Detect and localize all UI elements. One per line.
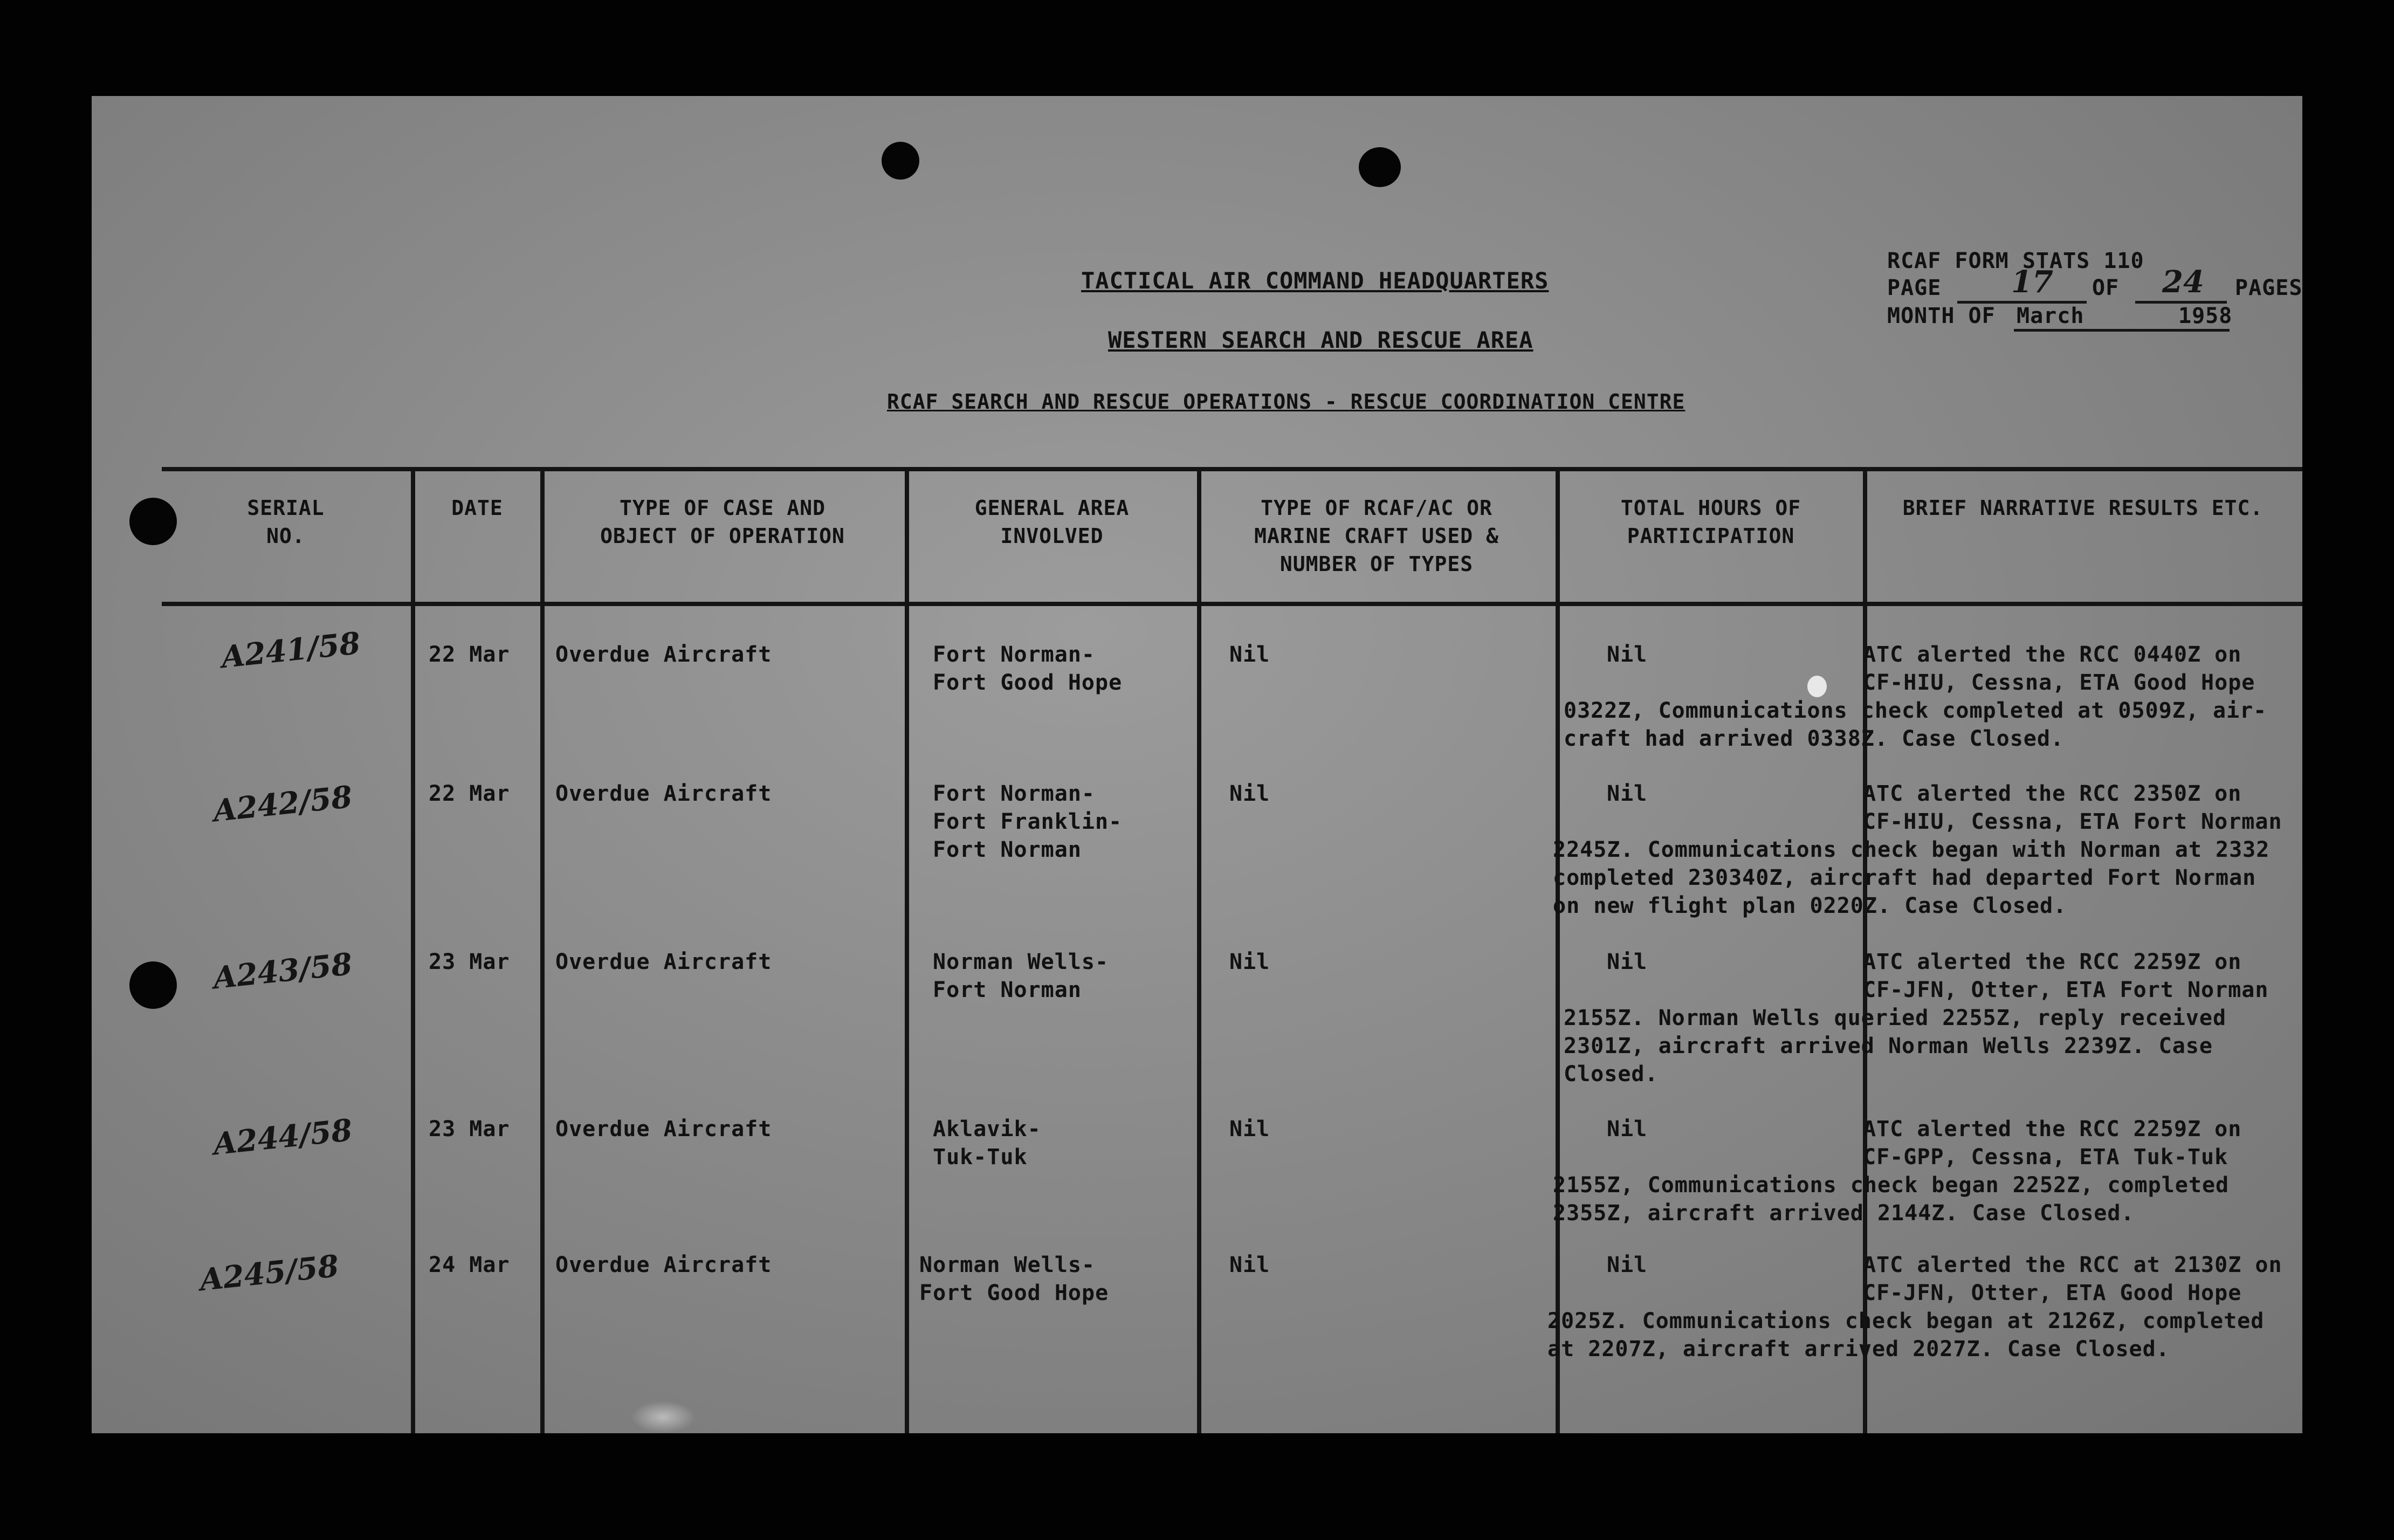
row-hours: Nil [1607,950,1648,974]
row-narrative-right: ATC alerted the RCC 2350Z on CF-HIU, Cessna, ETA Fort Norman [1863,781,2282,834]
serial-number: A244/58 [211,1112,354,1163]
row-case: Overdue Aircraft [555,950,772,974]
white-speck [1807,676,1827,697]
row-case: Overdue Aircraft [555,1117,772,1142]
column-divider-1 [411,469,415,1433]
row-narrative-wide: 0322Z, Communications check completed at 0509Z, air- craft had arrived 0338Z. Case Closed. [1564,698,2267,751]
row-narrative-wide: 2155Z. Norman Wells queried 2255Z, reply received 2301Z, aircraft arrived Norman Wells 2239Z. Case Closed. [1564,1006,2227,1087]
title-operations: RCAF SEARCH AND RESCUE OPERATIONS - RESCUE COORDINATION CENTRE [887,390,1686,414]
row-area: Fort Norman- Fort Good Hope [933,642,1123,695]
row-craft: Nil [1229,1117,1270,1142]
row-date: 23 Mar [429,1117,510,1142]
column-divider-2 [540,469,545,1433]
column-divider-4 [1197,469,1201,1433]
row-case: Overdue Aircraft [555,1253,772,1277]
row-narrative-right: ATC alerted the RCC 2259Z on CF-GPP, Cessna, ETA Tuk-Tuk [1863,1117,2242,1170]
row-case: Overdue Aircraft [555,642,772,667]
serial-number: A241/58 [219,625,362,676]
row-craft: Nil [1229,1253,1270,1277]
pages-label: PAGES [2235,276,2302,300]
column-header-area: GENERAL AREA INVOLVED [974,496,1130,548]
row-narrative-right: ATC alerted the RCC 2259Z on CF-JFN, Otter, ETA Fort Norman [1863,950,2269,1002]
column-header-narrative: BRIEF NARRATIVE RESULTS ETC. [1902,496,2264,520]
column-header-hours: TOTAL HOURS OF PARTICIPATION [1620,496,1801,548]
column-header-case: TYPE OF CASE AND OBJECT OF OPERATION [600,496,845,548]
row-case: Overdue Aircraft [555,781,772,806]
column-divider-5 [1556,469,1560,1433]
row-narrative-right: ATC alerted the RCC 0440Z on CF-HIU, Cessna, ETA Good Hope [1863,642,2255,695]
row-area: Fort Norman- Fort Franklin- Fort Norman [933,781,1123,862]
form-label: RCAF FORM STATS 110 [1887,249,2144,273]
binder-hole-left-lower [129,961,177,1009]
row-narrative-wide: 2245Z. Communications check began with Norman at 2332 completed 230340Z, aircraft had departed Fort Norman on new flight plan 0220Z. Case Closed. [1553,837,2270,918]
column-header-date: DATE [451,496,503,520]
row-craft: Nil [1229,950,1270,974]
row-date: 24 Mar [429,1253,510,1277]
row-date: 22 Mar [429,781,510,806]
smudge-mark [631,1401,696,1433]
row-area: Norman Wells- Fort Norman [933,950,1109,1002]
row-narrative-wide: 2155Z, Communications check began 2252Z, completed 2355Z, aircraft arrived 2144Z. Case Closed. [1553,1173,2230,1226]
row-hours: Nil [1607,1117,1648,1142]
binder-hole-top-left [882,142,919,180]
row-narrative-right: ATC alerted the RCC at 2130Z on CF-JFN, Otter, ETA Good Hope [1863,1253,2282,1305]
row-hours: Nil [1607,781,1648,806]
row-date: 22 Mar [429,642,510,667]
year-value: 1958 [2178,304,2233,328]
column-divider-3 [905,469,909,1433]
table-header-rule [162,602,2302,606]
page-number: 17 [2011,264,2053,300]
page-label: PAGE [1887,276,1942,300]
row-hours: Nil [1607,1253,1648,1277]
row-date: 23 Mar [429,950,510,974]
page-total: 24 [2162,264,2204,300]
of-label: OF [2092,276,2120,300]
month-value: March [2017,304,2085,328]
table-top-rule [162,467,2302,471]
row-craft: Nil [1229,642,1270,667]
row-hours: Nil [1607,642,1648,667]
column-header-craft: TYPE OF RCAF/AC OR MARINE CRAFT USED & NUMBER OF TYPES [1254,496,1499,576]
serial-number: A242/58 [211,779,354,829]
row-area: Norman Wells- Fort Good Hope [919,1253,1109,1305]
row-area: Aklavik- Tuk-Tuk [933,1117,1041,1170]
column-header-serial: SERIAL NO. [247,496,325,548]
row-narrative-wide: 2025Z. Communications check began at 2126Z, completed at 2207Z, aircraft arrived 2027Z. Case Closed. [1547,1309,2265,1362]
row-craft: Nil [1229,781,1270,806]
serial-number: A245/58 [198,1248,341,1298]
serial-number: A243/58 [211,946,354,996]
title-headquarters: TACTICAL AIR COMMAND HEADQUARTERS [1081,267,1549,294]
month-label: MONTH OF [1887,304,1996,328]
title-area: WESTERN SEARCH AND RESCUE AREA [1108,327,1533,353]
binder-hole-top-right [1359,147,1401,187]
document-sheet [92,96,2302,1433]
month-underline [2014,329,2230,332]
